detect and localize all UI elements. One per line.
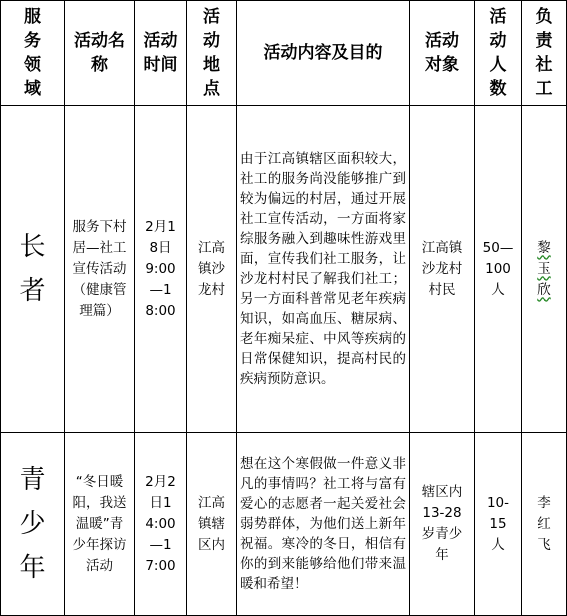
activity-time-cell: 2月18日9:00—18:00 — [135, 106, 187, 433]
table-row — [1, 106, 567, 433]
count-cell: 10-15人 — [475, 433, 522, 616]
content-purpose-cell: 想在这个寒假做一件意义非凡的事情吗？社工将与富有爱心的志愿者一起关爱社会弱势群体，为他们送上新年祝福。寒冷的冬日，相信有你的到来能够给他们带来温暖和希望！ — [237, 433, 410, 616]
activity-name-cell: “冬日暖阳，我送温暖”青少年探访活动 — [65, 433, 135, 616]
header-target: 活动对象 — [410, 1, 475, 106]
social-worker-cell — [522, 106, 567, 433]
header-service-area: 服务领域 — [1, 1, 65, 106]
target-cell: 江高镇沙龙村村民 — [410, 106, 475, 433]
service-area-cell: 长者 — [1, 106, 65, 433]
table-row — [1, 433, 567, 616]
social-worker-name: 黎玉欣 — [537, 239, 551, 298]
activity-place-cell: 江高镇沙龙村 — [187, 106, 237, 433]
service-area-cell: 青少年 — [1, 433, 65, 616]
header-count: 活动人数 — [475, 1, 522, 106]
header-activity-place: 活动地点 — [187, 1, 237, 106]
social-worker-cell: 李红飞 — [522, 433, 567, 616]
count-cell: 50—100人 — [475, 106, 522, 433]
activity-time-cell: 2月2日14:00—17:00 — [135, 433, 187, 616]
header-social-worker: 负责社工 — [522, 1, 567, 106]
header-activity-name: 活动名称 — [65, 1, 135, 106]
activity-name-cell: 服务下村居—社工宣传活动（健康管理篇） — [65, 106, 135, 433]
header-row — [1, 1, 567, 106]
content-purpose-cell: 由于江高镇辖区面积较大，社工的服务尚没能够推广到较为偏远的村居，通过开展社工宣传活动，一方面将家综服务融入到趣味性游戏里面，宣传我们社工服务，让沙龙村村民了解我们社工；另一方面科普常见老年疾病知识，如高血压、糖尿病、老年痴呆症、中风等疾病的日常保健知识，提高村民的疾病预防意识。 — [237, 106, 410, 433]
header-content-purpose: 活动内容及目的 — [237, 1, 410, 106]
header-activity-time: 活动时间 — [135, 1, 187, 106]
target-cell: 辖区内13-28岁青少年 — [410, 433, 475, 616]
activity-place-cell: 江高镇辖区内 — [187, 433, 237, 616]
